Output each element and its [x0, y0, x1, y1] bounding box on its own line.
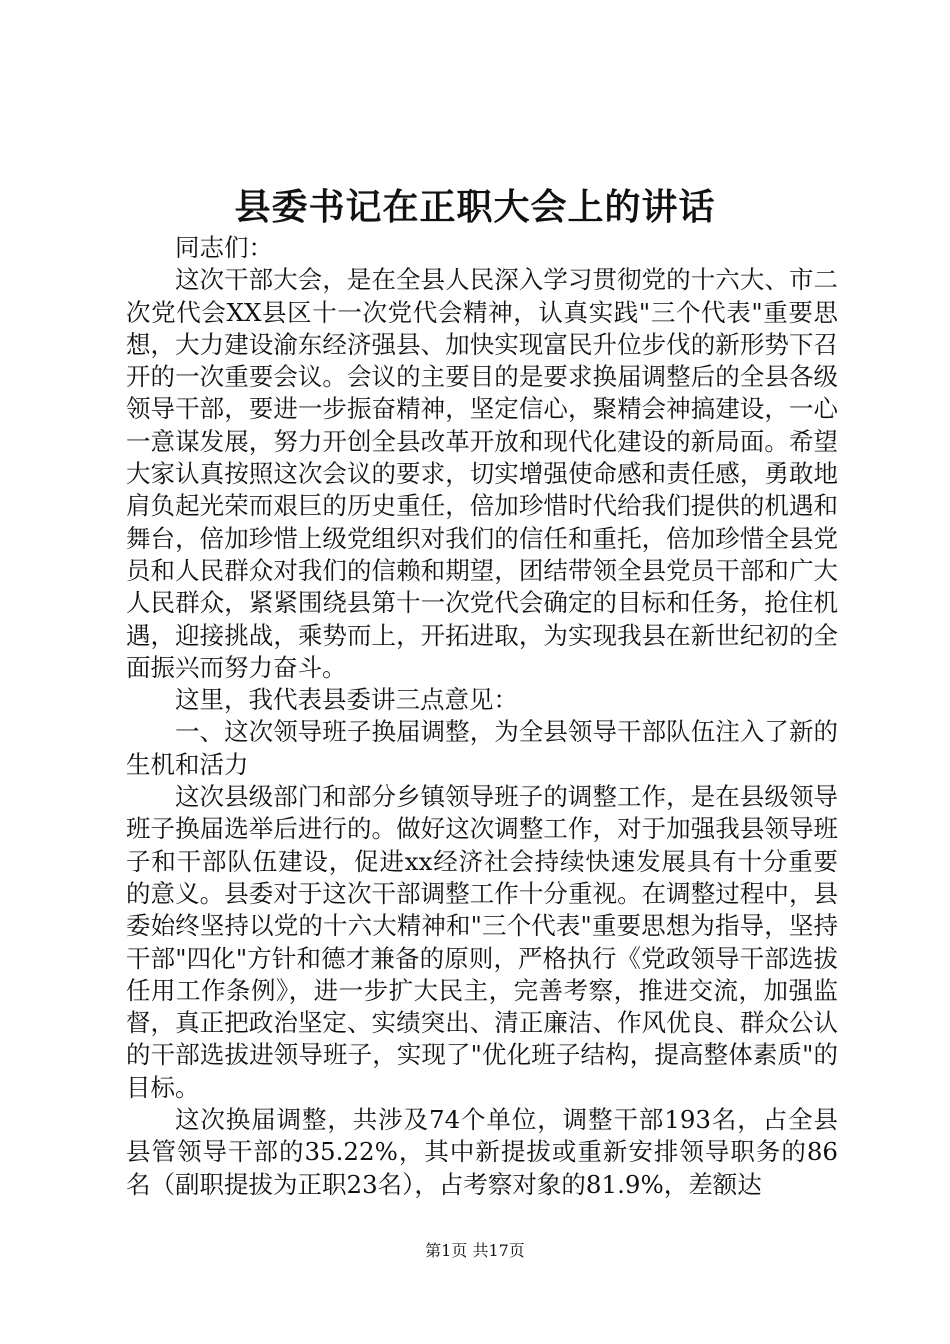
- paragraph-intro: 这次干部大会，是在全县人民深入学习贯彻党的十六大、市二次党代会XX县区十一次党代会精神，认真实践"三个代表"重要思想，大力建设渝东经济强县、加快实现富民升位步伐的新形势下召开的一次重要会议。会议的主要目的是要求换届调整后的全县各级领导干部，要进一步振奋精神，坚定信心，聚精会神搞建设，一心一意谋发展，努力开创全县改革开放和现代化建设的新局面。希望大家认真按照这次会议的要求，切实增强使命感和责任感，勇敢地肩负起光荣而艰巨的历史重任，倍加珍惜时代给我们提供的机遇和舞台，倍加珍惜上级党组织对我们的信任和重托，倍加珍惜全县党员和人民群众对我们的信赖和期望，团结带领全县党员干部和广大人民群众，紧紧围绕县第十一次党代会确定的目标和任务，抢住机遇，迎接挑战，乘势而上，开拓进取，为实现我县在新世纪初的全面振兴而努力奋斗。: [126, 265, 838, 682]
- document-body: [126, 232, 838, 1201]
- paragraph-salutation: 同志们：: [175, 233, 273, 262]
- page-indicator: 第1页 共17页: [425, 1241, 525, 1260]
- section-heading-one: 一、这次领导班子换届调整，为全县领导干部队伍注入了新的生机和活力: [126, 717, 838, 779]
- paragraph-statistics: 这次换届调整，共涉及74个单位，调整干部193名，占全县县管领导干部的35.22%，其中新提拔或重新安排领导职务的86名（副职提拔为正职23名），占考察对象的81.9%，差额达: [126, 1105, 838, 1199]
- paragraph-adjustment-work: 这次县级部门和部分乡镇领导班子的调整工作，是在县级领导班子换届选举后进行的。做好这次调整工作，对于加强我县领导班子和干部队伍建设，促进xx经济社会持续快速发展具有十分重要的意义。县委对于这次干部调整工作十分重视。在调整过程中，县委始终坚持以党的十六大精神和"三个代表"重要思想为指导，坚持干部"四化"方针和德才兼备的原则，严格执行《党政领导干部选拔任用工作条例》，进一步扩大民主，完善考察，推进交流，加强监督，真正把政治坚定、实绩突出、清正廉洁、作风优良、群众公认的干部选拔进领导班子，实现了"优化班子结构，提高整体素质"的目标。: [126, 782, 838, 1102]
- document-title: 县委书记在正职大会上的讲话: [234, 186, 716, 228]
- paragraph-three-points: 这里，我代表县委讲三点意见：: [175, 685, 518, 715]
